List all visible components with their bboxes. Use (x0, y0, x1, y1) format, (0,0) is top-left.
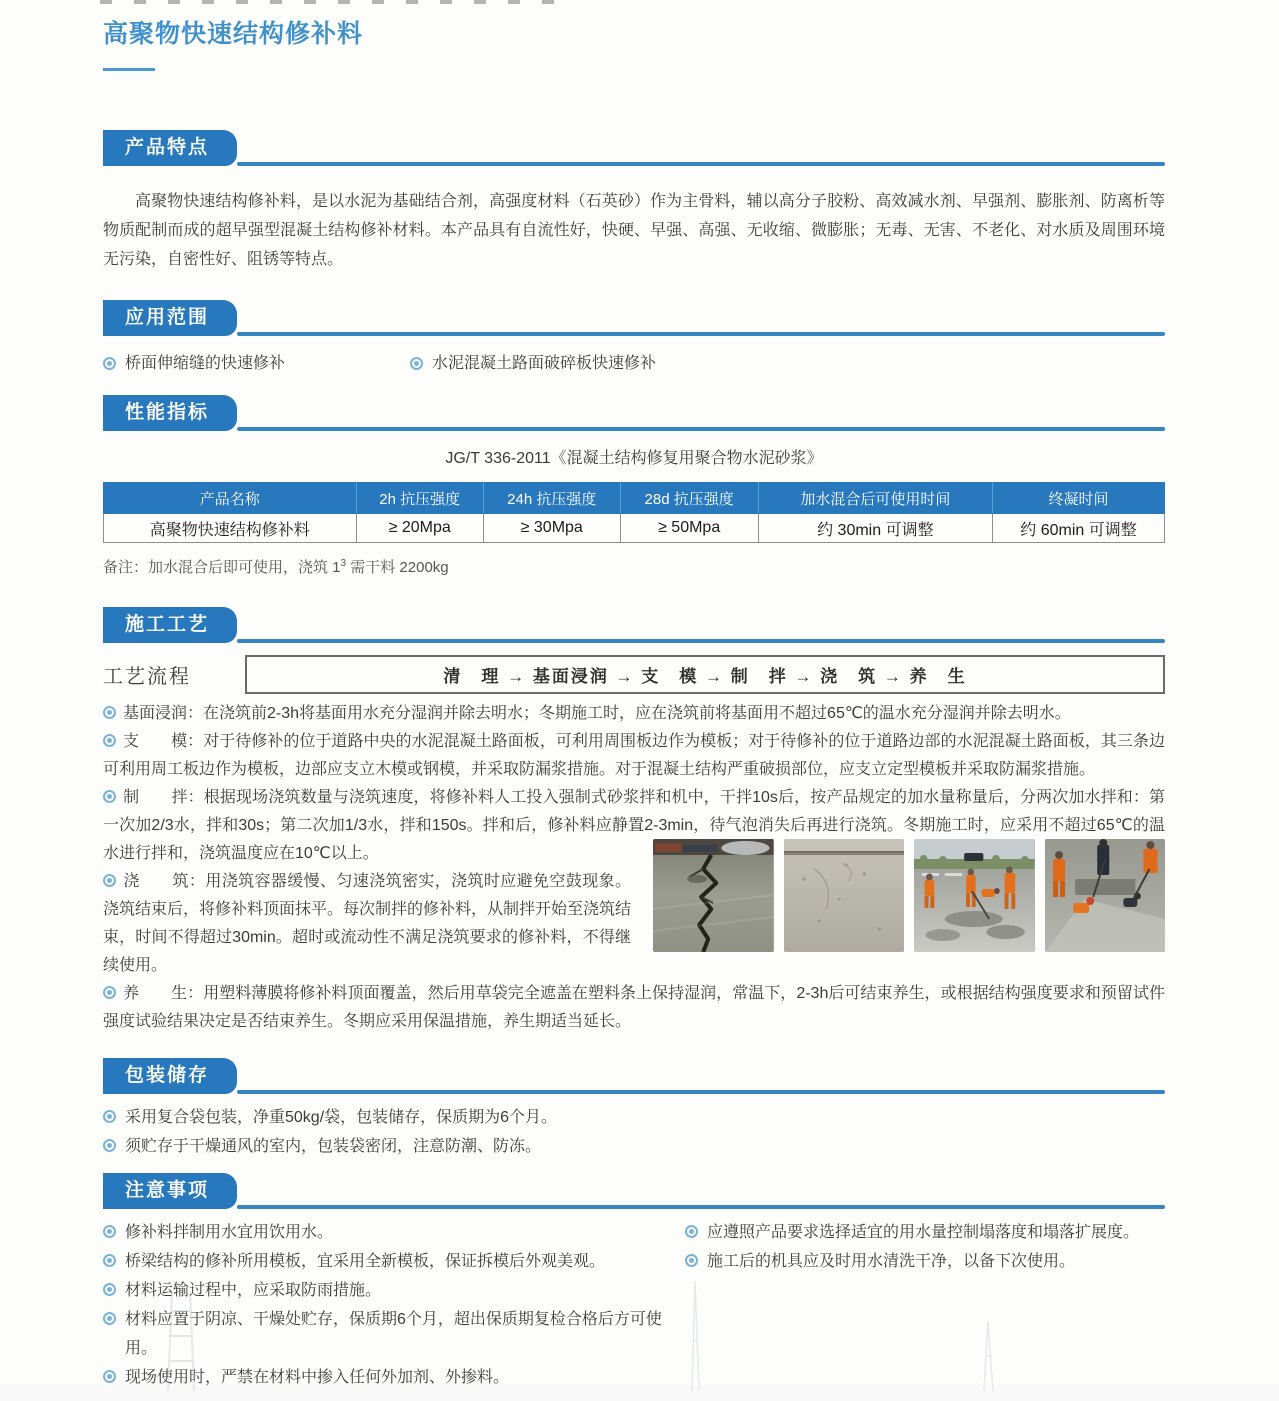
notes-column-right (685, 1218, 1165, 1392)
section-tab-performance: 性能指标 (103, 395, 237, 431)
application-item-label: 桥面伸缩缝的快速修补 (125, 355, 286, 372)
step-label: 浇 筑： (123, 873, 206, 890)
section-head-features (103, 130, 1165, 166)
section-tab-features: 产品特点 (103, 130, 237, 166)
standard-reference: JG/T 336-2011《混凝土结构修复用聚合物水泥砂浆》 (445, 450, 823, 467)
step-label: 支 模： (123, 733, 204, 750)
note-item-label: 现场使用时，严禁在材料中掺入任何外加剂、外掺料。 (125, 1369, 510, 1386)
note-item (103, 1363, 685, 1392)
table-row (104, 514, 1165, 543)
table-header-cell: 加水混合后可使用时间 (758, 483, 992, 514)
page-title: 高聚物快速结构修补料 (103, 20, 364, 48)
strength-24h-cell: ≥ 30Mpa (483, 514, 620, 543)
page-content (103, 0, 1165, 1392)
photo-damaged-concrete-slab (784, 839, 905, 952)
notes-column-left (103, 1218, 685, 1392)
notes-columns (103, 1218, 1165, 1392)
ring-bullet-icon (103, 874, 116, 887)
photo-workers-repairing-road (914, 839, 1035, 952)
remark-text: 备注：加水混合后即可使用，浇筑 1 (103, 559, 341, 576)
table-header-cell: 终凝时间 (993, 483, 1165, 514)
section-rule (237, 1090, 1165, 1094)
packaging-item-label: 须贮存于干燥通风的室内，包装袋密闭，注意防潮、防冻。 (125, 1138, 542, 1155)
final-set-cell: 约 60min 可调整 (993, 514, 1165, 543)
photo-workers-placing-repair-mortar (1045, 839, 1166, 952)
application-items (103, 349, 1165, 378)
step-text: 对于待修补的位于道路中央的水泥混凝土路面板，可利用周围板边作为模板；对于待修补的位于道路边部的水泥混凝土路面板，其三条边可利用周工板边作为模板，边部应支立木模或钢模，并采取防漏浆措施。对于混凝土结构严重破损部位，应支立定型模板并采取防漏浆措施。 (103, 733, 1165, 778)
packaging-items (103, 1103, 1165, 1161)
section-head-process (103, 607, 1165, 643)
process-step (103, 700, 1165, 728)
ring-bullet-icon (103, 1370, 116, 1383)
ring-bullet-icon (103, 986, 116, 999)
table-header-cell: 产品名称 (104, 483, 357, 514)
note-item-label: 施工后的机具应及时用水清洗干净，以备下次使用。 (707, 1253, 1076, 1270)
process-photo-strip (653, 839, 1165, 952)
note-item-label: 应遵照产品要求选择适宜的用水量控制塌落度和塌落扩展度。 (707, 1224, 1140, 1241)
section-head-application (103, 300, 1165, 336)
table-header-cell: 28d 抗压强度 (620, 483, 758, 514)
process-steps (103, 700, 1165, 1036)
step-text: 用浇筑容器缓慢、匀速浇筑密实，浇筑时应避免空鼓现象。浇筑结束后，将修补料顶面抹平。每次制拌的修补料，从制拌开始至浇筑结束，时间不得超过30min。超时或流动性不满足浇筑要求的修补料，不得继续使用。 (103, 873, 632, 974)
ring-bullet-icon (103, 706, 116, 719)
step-label: 基面浸润： (123, 705, 204, 722)
note-item (103, 1276, 685, 1305)
section-rule (237, 639, 1165, 643)
section-head-notes (103, 1173, 1165, 1209)
ring-bullet-icon (685, 1254, 698, 1267)
features-paragraph: 高聚物快速结构修补料，是以水泥为基础结合剂，高强度材料（石英砂）作为主骨料，辅以高分子胶粉、高效减水剂、早强剂、膨胀剂、防离析等物质配制而成的超早强型混凝土结构修补材料。本产品具有自流性好，快硬、早强、高强、无收缩、微膨胀；无毒、无害、不老化、对水质及周围环境无污染，自密性好、阻锈等特点。 (103, 193, 1165, 268)
packaging-item-label: 采用复合袋包装，净重50kg/袋，包装储存，保质期为6个月。 (125, 1109, 558, 1126)
step-text: 根据现场浇筑数量与浇筑速度，将修补料人工投入强制式砂浆拌和机中，干拌10s后，按产品规定的加水量称量后，分两次加水拌和：第一次加2/3水，拌和30s；第二次加1/3水，拌和150s。拌和后，修补料应静置2-3min，待气泡消失后再进行浇筑。冬期施工时，应采用不超过65℃的温水进行拌和，浇筑温度应在10℃以上。 (103, 789, 1165, 862)
note-item (103, 1218, 685, 1247)
step-label: 养 生： (123, 985, 204, 1002)
section-tab-process: 施工工艺 (103, 607, 237, 643)
ring-bullet-icon (103, 1283, 116, 1296)
application-item-label: 水泥混凝土路面破碎板快速修补 (432, 355, 657, 372)
section-rule (237, 427, 1165, 431)
note-item (103, 1247, 685, 1276)
ring-bullet-icon (103, 734, 116, 747)
remark-superscript: 3 (340, 558, 347, 569)
table-remark (103, 556, 1165, 577)
section-rule (237, 162, 1165, 166)
packaging-item (103, 1132, 1165, 1161)
table-header-row (104, 483, 1165, 514)
step-text: 用塑料薄膜将修补料顶面覆盖，然后用草袋完全遮盖在塑料条上保持湿润，常温下，2-3h后可结束养生，或根据结构强度要求和预留试件强度试验结果决定是否结束养生。冬期应采用保温措施，养生期适当延长。 (103, 985, 1165, 1030)
photo-cracked-concrete-pavement (653, 839, 774, 952)
strength-2h-cell: ≥ 20Mpa (356, 514, 483, 543)
table-header-cell: 24h 抗压强度 (483, 483, 620, 514)
process-step (103, 980, 1165, 1036)
remark-text: 需干料 2200kg (346, 559, 449, 576)
table-header-cell: 2h 抗压强度 (356, 483, 483, 514)
section-rule (237, 332, 1165, 336)
process-step (103, 728, 1165, 784)
process-step (103, 868, 1165, 980)
title-underline (103, 68, 155, 71)
step-label: 制 拌： (123, 789, 204, 806)
product-name-cell: 高聚物快速结构修补料 (104, 514, 357, 543)
ring-bullet-icon (410, 357, 423, 370)
step-text: 在浇筑前2-3h将基面用水充分湿润并除去明水；冬期施工时，应在浇筑前将基面用不超过65℃的温水充分湿润并除去明水。 (203, 705, 1071, 722)
packaging-item (103, 1103, 1165, 1132)
note-item-label: 桥梁结构的修补所用模板，宜采用全新模板，保证拆模后外观美观。 (125, 1253, 606, 1270)
ring-bullet-icon (103, 1139, 116, 1152)
section-head-performance (103, 395, 1165, 431)
note-item (103, 1305, 685, 1363)
performance-table (103, 482, 1165, 543)
flow-chart-box: 清 理 → 基面浸润 → 支 模 → 制 拌 → 浇 筑 → 养 生 (245, 655, 1165, 694)
ring-bullet-icon (685, 1225, 698, 1238)
section-head-packaging (103, 1058, 1165, 1094)
ring-bullet-icon (103, 1254, 116, 1267)
application-item (410, 349, 656, 378)
note-item (685, 1247, 1165, 1276)
note-item-label: 材料应置于阴凉、干燥处贮存，保质期6个月，超出保质期复检合格后方可使用。 (125, 1311, 662, 1357)
section-tab-application: 应用范围 (103, 300, 237, 336)
process-flow-row (103, 655, 1165, 694)
usable-time-cell: 约 30min 可调整 (758, 514, 992, 543)
note-item-label: 材料运输过程中，应采取防雨措施。 (125, 1282, 382, 1299)
note-item-label: 修补料拌制用水宜用饮用水。 (125, 1224, 334, 1241)
flow-label: 工艺流程 (103, 666, 191, 688)
section-tab-packaging: 包装储存 (103, 1058, 237, 1094)
note-item (685, 1218, 1165, 1247)
strength-28d-cell: ≥ 50Mpa (620, 514, 758, 543)
ring-bullet-icon (103, 1312, 116, 1325)
section-rule (237, 1205, 1165, 1209)
ring-bullet-icon (103, 357, 116, 370)
application-item (103, 349, 410, 378)
section-tab-notes: 注意事项 (103, 1173, 237, 1209)
ring-bullet-icon (103, 790, 116, 803)
ring-bullet-icon (103, 1225, 116, 1238)
ring-bullet-icon (103, 1110, 116, 1123)
